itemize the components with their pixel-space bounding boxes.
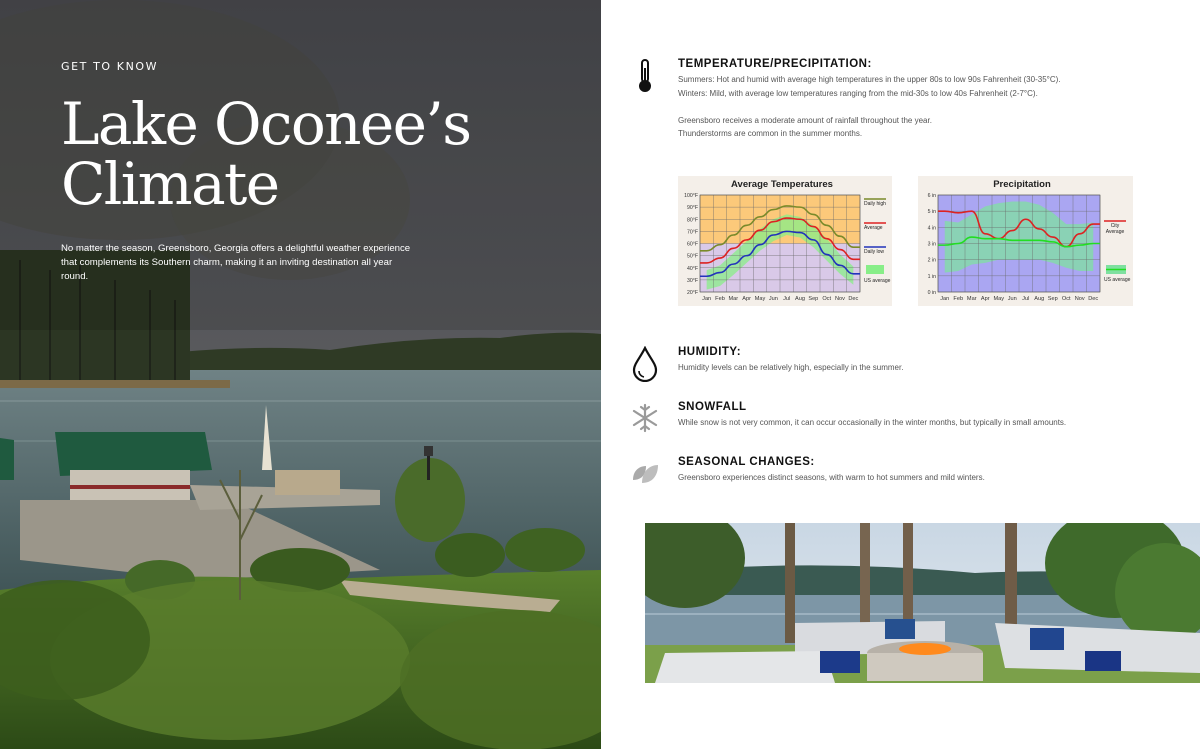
snowfall-body: While snow is not very common, it can occur occasionally in the winter months, but typically in small amounts. <box>678 418 1067 427</box>
humidity-section <box>630 346 1170 382</box>
x-tick-label: May <box>993 296 1005 302</box>
legend-label: Average <box>1105 229 1125 235</box>
leaves-icon <box>630 456 660 492</box>
chart-title: Average Temperatures <box>731 179 833 190</box>
temperature-title: TEMPERATURE/PRECIPITATION: <box>678 58 872 70</box>
intro-paragraph <box>61 242 421 284</box>
intro-line-1: No matter the season, Greensboro, Georgia offers a delightful weather experience <box>61 243 411 254</box>
y-tick-label: 70°F <box>686 229 698 236</box>
precipitation-chart-svg <box>918 176 1133 306</box>
legend-label: US average <box>1104 277 1131 283</box>
legend-label: Daily high <box>864 201 886 207</box>
y-tick-label: 50°F <box>686 253 698 260</box>
temperature-winter: Winters: Mild, with average low temperatures ranging from the mid-30s to low 40s Fahrenheit (2-7°C). <box>678 88 1038 98</box>
x-tick-label: Dec <box>1088 296 1099 302</box>
x-tick-label: Nov <box>1074 296 1085 302</box>
y-tick-label: 4 in <box>927 225 936 232</box>
snowfall-section <box>630 401 1170 437</box>
y-tick-label: 20°F <box>686 290 698 296</box>
y-tick-label: 60°F <box>686 241 698 248</box>
temperature-section <box>630 58 1170 148</box>
y-tick-label: 2 in <box>927 257 936 264</box>
humidity-body: Humidity levels can be relatively high, especially in the summer. <box>678 363 904 372</box>
humidity-title: HUMIDITY: <box>678 346 742 358</box>
x-tick-label: Aug <box>1034 296 1045 302</box>
x-tick-label: Mar <box>728 296 739 302</box>
snowfall-title: SNOWFALL <box>678 401 747 413</box>
temperature-body <box>678 73 1061 141</box>
x-tick-label: Aug <box>795 296 805 302</box>
y-tick-label: 1 in <box>927 273 936 280</box>
water-drop-icon <box>630 346 660 382</box>
y-tick-label: 40°F <box>686 265 698 272</box>
x-tick-label: Mar <box>966 296 977 302</box>
x-tick-label: Jul <box>783 296 791 302</box>
legend-swatch <box>866 265 884 274</box>
legend-label: City <box>1110 223 1120 229</box>
legend-label: US average <box>864 278 891 284</box>
temperature-chart-svg <box>678 176 892 306</box>
y-tick-label: 0 in <box>927 290 936 296</box>
y-tick-label: 30°F <box>686 277 698 284</box>
thermometer-icon <box>630 58 660 94</box>
intro-line-2: that complements its Southern charm, making it an inviting destination all year round. <box>61 257 393 282</box>
seasonal-body: Greensboro experiences distinct seasons, with warm to hot summers and mild winters. <box>678 473 985 482</box>
page-title <box>61 90 501 218</box>
patio-photo-svg <box>645 523 1200 683</box>
y-tick-label: 100°F <box>684 193 698 199</box>
x-tick-label: Feb <box>715 296 725 302</box>
chart-title: Precipitation <box>993 179 1051 190</box>
x-tick-label: May <box>754 296 766 302</box>
x-tick-label: Sep <box>1047 296 1058 302</box>
seasonal-section <box>630 456 1170 492</box>
precipitation-chart <box>918 176 1133 306</box>
y-tick-label: 6 in <box>927 193 936 199</box>
legend-label: Daily low <box>864 249 885 255</box>
title-line-1: Lake Oconee’s <box>61 90 471 158</box>
x-tick-label: Jul <box>1022 296 1030 302</box>
x-tick-label: Nov <box>835 296 845 302</box>
x-tick-label: Dec <box>848 296 859 302</box>
title-line-2: Climate <box>61 150 279 218</box>
y-tick-label: 80°F <box>686 217 698 224</box>
x-tick-label: Jan <box>940 296 950 302</box>
x-tick-label: Oct <box>822 296 832 302</box>
patio-photo <box>645 523 1200 683</box>
x-tick-label: Oct <box>1061 296 1071 302</box>
x-tick-label: Jan <box>702 296 712 302</box>
x-tick-label: Sep <box>808 296 819 302</box>
thunderstorm-text: Thunderstorms are common in the summer months. <box>678 129 863 139</box>
rainfall-text: Greensboro receives a moderate amount of rainfall throughout the year. <box>678 115 932 125</box>
snowflake-icon <box>630 401 660 437</box>
y-tick-label: 5 in <box>927 209 936 216</box>
legend-label: Average <box>864 225 883 231</box>
eyebrow: GET TO KNOW <box>61 60 159 73</box>
x-tick-label: Apr <box>980 296 990 302</box>
temperature-chart <box>678 176 892 306</box>
x-tick-label: Jun <box>768 296 778 302</box>
x-tick-label: Feb <box>953 296 964 302</box>
x-tick-label: Apr <box>742 296 752 302</box>
y-tick-label: 90°F <box>686 205 698 212</box>
y-tick-label: 3 in <box>927 241 936 248</box>
x-tick-label: Jun <box>1007 296 1017 302</box>
temperature-summer: Summers: Hot and humid with average high temperatures in the upper 80s to low 90s Fahrenheit (30-35°C). <box>678 75 1061 84</box>
seasonal-title: SEASONAL CHANGES: <box>678 456 815 468</box>
